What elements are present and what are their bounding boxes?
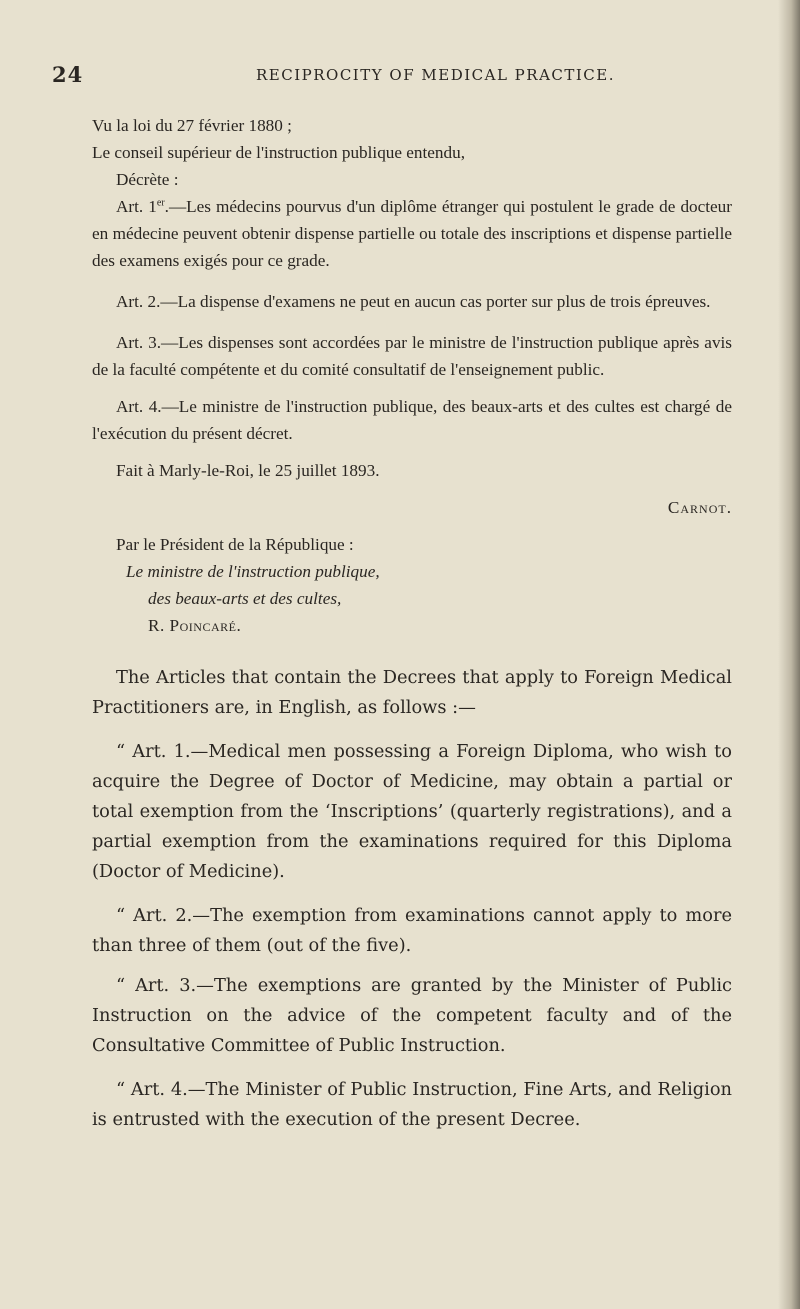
english-article-1: “ Art. 1.—Medical men possessing a Foreign Diploma, who wish to acquire the Degree of Doctor of Medicine, may obtain a partial or total exemption from the ‘Inscriptions’ (quarterly registrations), and a partial exemption from the examinations required for this Diploma (Doctor of Medicine). (92, 741, 732, 882)
signature-carnot: Carnot. (667, 498, 732, 517)
par-le-president: Par le Président de la République : (116, 535, 354, 554)
conseil-line: Le conseil supérieur de l'instruction publique entendu, (92, 143, 466, 162)
page-body (92, 112, 732, 1135)
french-article-2: Art. 2.—La dispense d'examens ne peut en aucun cas porter sur plus de trois épreuves. (116, 292, 711, 311)
english-article-4: “ Art. 4.—The Minister of Public Instruction, Fine Arts, and Religion is entrusted with the execution of the present Decree. (92, 1079, 732, 1130)
ministre-line-1: Le ministre de l'instruction publique, (126, 562, 380, 581)
page-header (52, 62, 772, 92)
english-article-3: “ Art. 3.—The exemptions are granted by the Minister of Public Instruction on the advice of the competent faculty and of the Consultative Committee of Public Instruction. (92, 975, 732, 1056)
english-intro: The Articles that contain the Decrees that apply to Foreign Medical Practitioners are, in English, as follows :— (92, 667, 732, 718)
running-head: RECIPROCITY OF MEDICAL PRACTICE. (256, 66, 616, 84)
decrete-line: Décrète : (116, 170, 179, 189)
french-article-1 (92, 193, 732, 274)
french-article-3: Art. 3.—Les dispenses sont accordées par le ministre de l'instruction publique après avis de la faculté compétente et du comité consultatif de l'enseignement public. (92, 333, 732, 379)
page-edge-shadow (778, 0, 800, 1309)
art1-prefix: Art. 1 (116, 197, 157, 216)
english-article-2: “ Art. 2.—The exemption from examinations cannot apply to more than three of them (out of the five). (92, 905, 732, 956)
ministre-line-2: des beaux-arts et des cultes, (148, 589, 342, 608)
page-number: 24 (52, 62, 84, 87)
vu-line: Vu la loi du 27 février 1880 ; (92, 116, 292, 135)
art1-superscript: er (156, 197, 165, 209)
signature-poincare: R. Poincaré. (148, 616, 242, 635)
fait-line: Fait à Marly-le-Roi, le 25 juillet 1893. (116, 461, 380, 480)
french-article-4: Art. 4.—Le ministre de l'instruction publique, des beaux-arts et des cultes est chargé de l'exécution du présent décret. (92, 397, 732, 443)
art1-text: .—Les médecins pourvus d'un diplôme étranger qui postulent le grade de docteur en médecine peuvent obtenir dispense partielle ou totale des inscriptions et dispense partielle des examens exigés pour ce grade. (92, 197, 732, 270)
